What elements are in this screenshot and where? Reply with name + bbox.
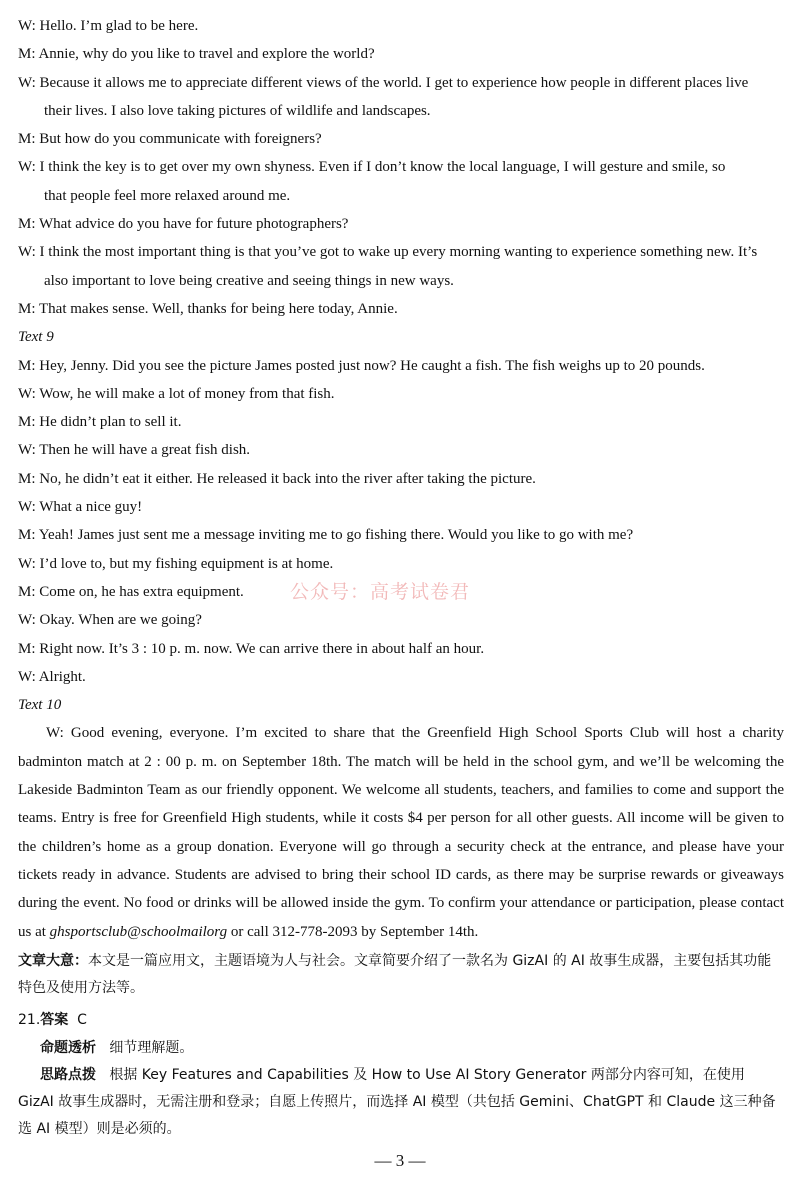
summary: [0, 948, 800, 1002]
dialogue-line: W: Alright.: [18, 668, 86, 685]
page-number: — 3 —: [374, 1151, 426, 1170]
speaker-label: W: [18, 555, 32, 572]
utterance-text: Come on, he has extra equipment.: [39, 583, 244, 600]
speaker-label: W: [18, 612, 32, 629]
section-label-text9: Text 9: [18, 329, 54, 346]
utterance-text: Okay. When are we going?: [39, 612, 202, 629]
tips-block: [0, 1062, 800, 1143]
dialogue-line: W: Okay. When are we going?: [18, 612, 202, 629]
utterance-text: Yeah! James just sent me a message inviting me to go fishing there. Would you like to go with me?: [38, 527, 634, 544]
dialogue-line: M: He didn’t plan to sell it.: [18, 414, 182, 431]
tips-label: 思路点拨: [40, 1067, 96, 1084]
utterance-text: He didn’t plan to sell it.: [39, 414, 182, 431]
utterance-text: No, he didn’t eat it either. He released it back into the river after taking the picture.: [39, 470, 536, 487]
analysis-text: 细节理解题。: [109, 1040, 194, 1057]
utterance-text: Hey, Jenny. Did you see the picture James posted just now? He caught a fish. The fish weighs up to 20 pounds.: [39, 357, 705, 374]
answer-line: [0, 1006, 800, 1034]
speaker-label: W: [18, 442, 32, 459]
tips-text: 根据 Key Features and Capabilities 及 How to Use AI Story Generator 两部分内容可知，在使用 GizAI 故事生成器时，无需注册和登录；自愿上传照片，而选择 AI 模型（共包括 Gemini、ChatGPT 和 Claude 这三种备选 AI 模型）则是必须的。: [18, 1067, 776, 1138]
dialogue-line: M: What advice do you have for future photographers?: [18, 216, 349, 233]
utterance-text: Alright.: [38, 668, 86, 685]
dialogue-line: W: Wow, he will make a lot of money from that fish.: [18, 385, 335, 402]
dialogue-line: W: Hello. I’m glad to be here.: [18, 18, 199, 34]
dialogue-line: M: But how do you communicate with foreigners?: [18, 131, 322, 148]
utterance-text: That makes sense. Well, thanks for being here today, Annie.: [39, 300, 398, 317]
speaker-label: W: [18, 18, 32, 34]
speaker-label: W: [18, 385, 32, 402]
utterance-text: also important to love being creative and seeing things in new ways.: [44, 272, 454, 289]
text10-tail: or call 312-778-2093 by September 14th.: [227, 923, 479, 940]
speaker-label: M: [18, 46, 32, 63]
summary-text: 本文是一篇应用文，主题语境为人与社会。文章简要介绍了一款名为 GizAI 的 AI 故事生成器，主要包括其功能特色及使用方法等。: [18, 952, 772, 996]
speaker-label: M: [18, 527, 32, 544]
summary-label: 文章大意：: [18, 952, 88, 969]
dialogue-line: W: Then he will have a great fish dish.: [18, 442, 251, 459]
utterance-text: What advice do you have for future photographers?: [39, 216, 349, 233]
speaker-label: M: [18, 640, 32, 657]
dialogue-line: M: Right now. It’s 3 : 10 p. m. now. We can arrive there in about half an hour.: [18, 640, 485, 657]
answer-number: 21.: [18, 1011, 41, 1028]
utterance-text: Then he will have a great fish dish.: [39, 442, 251, 459]
dialogue-line: W: I think the most important thing is that you’ve got to wake up every morning wanting to experience something new. It’s: [18, 244, 758, 261]
dialogue-line: [0, 182, 800, 210]
utterance-text: Annie, why do you like to travel and explore the world?: [38, 46, 375, 63]
watermark-text: 公众号：高考试卷君: [290, 581, 471, 603]
dialogue-line: [0, 267, 800, 295]
utterance-text: I think the key is to get over my own shyness. Even if I don’t know the local language, I will gesture and smile, so: [39, 159, 726, 176]
speaker-label: W: [18, 244, 32, 261]
utterance-text: What a nice guy!: [39, 499, 143, 516]
utterance-text: that people feel more relaxed around me.: [44, 187, 291, 204]
speaker-label: M: [18, 414, 32, 431]
speaker-label: M: [18, 583, 32, 600]
dialogue-line: M: No, he didn’t eat it either. He released it back into the river after taking the picture.: [18, 470, 536, 487]
analysis-line: [0, 1034, 800, 1062]
speaker-label: M: [18, 357, 32, 374]
speaker-label: W: [18, 668, 32, 685]
utterance-text: Hello. I’m glad to be here.: [39, 18, 199, 34]
speaker-label: W: [18, 159, 32, 176]
dialogue-line: M: Come on, he has extra equipment.: [18, 583, 244, 600]
speaker-label: M: [18, 470, 32, 487]
utterance-text: I think the most important thing is that you’ve got to wake up every morning wanting to experience something new. It’s: [39, 244, 758, 261]
dialogue-section-a: [0, 12, 800, 323]
speaker-label: M: [18, 300, 32, 317]
answer-value: C: [77, 1011, 87, 1028]
utterance-text: But how do you communicate with foreigners?: [39, 131, 322, 148]
utterance-text: Because it allows me to appreciate different views of the world. I get to experience how people in different places live: [39, 74, 749, 91]
section-label-text10: Text 10: [18, 697, 62, 714]
answer-label: 答案: [40, 1011, 69, 1028]
dialogue-line: W: I’d love to, but my fishing equipment is at home.: [18, 555, 334, 572]
dialogue-line: W: I think the key is to get over my own shyness. Even if I don’t know the local language, I will gesture and smile, so: [18, 159, 726, 176]
utterance-text: Wow, he will make a lot of money from that fish.: [39, 385, 335, 402]
text10-monologue: W: Good evening, everyone. I’m excited to share that the Greenfield High School Sports Club will host a charity badminton match at 2 : 00 p. m. on September 18th. The match will be held in the school gym, and we’ll be welcoming the Lakeside Badminton Team as our friendly opponent. We welcome all students, teachers, and families to come and support the teams. Entry is free for Greenfield High students, while it costs $4 per person for all other guests. All income will be given to the children’s home as a group donation. Everyone will go through a security check at the entrance, and please have your tickets ready in advance. Students are advised to bring their school ID cards, as there may be surprise rewards or giveaways during the event. No food or drinks will be allowed inside the gym. To confirm your attendance or participation, please contact us at ghsportsclub@schoolmailorg or call 312-778-2093 by September 14th.: [18, 725, 785, 940]
dialogue-line: M: That makes sense. Well, thanks for being here today, Annie.: [18, 300, 398, 317]
text10-email: ghsportsclub@schoolmailorg: [49, 923, 228, 940]
dialogue-line: M: Hey, Jenny. Did you see the picture James posted just now? He caught a fish. The fish weighs up to 20 pounds.: [18, 357, 705, 374]
text10-body: Good evening, everyone. I’m excited to share that the Greenfield High School Sports Club will host a charity badminton match at 2 : 00 p. m. on September 18th. The match will be held in the school gym, and we’ll be welcoming the Lakeside Badminton Team as our friendly opponent. We welcome all students, teachers, and families to come and support the teams. Entry is free for Greenfield High students, while it costs $4 per person for all other guests. All income will be given to the children’s home as a group donation. Everyone will go through a security check at the entrance, and please have your tickets ready in advance. Students are advised to bring their school ID cards, as there may be surprise rewards or giveaways during the event. No food or drinks will be allowed inside the gym. To confirm your attendance or participation, please contact us at: [18, 725, 785, 940]
text10-speaker: W: [46, 725, 60, 742]
utterance-text: Right now. It’s 3 : 10 p. m. now. We can arrive there in about half an hour.: [39, 640, 485, 657]
speaker-label: M: [18, 131, 32, 148]
speaker-label: W: [18, 499, 32, 516]
dialogue-line: M: Yeah! James just sent me a message inviting me to go fishing there. Would you like to go with me?: [18, 527, 634, 544]
utterance-text: I’d love to, but my fishing equipment is at home.: [39, 555, 334, 572]
dialogue-line: M: Annie, why do you like to travel and explore the world?: [18, 46, 375, 63]
utterance-text: their lives. I also love taking pictures of wildlife and landscapes.: [44, 102, 431, 119]
dialogue-line: W: What a nice guy!: [18, 499, 143, 516]
dialogue-section-text9: [0, 352, 800, 692]
analysis-label: 命题透析: [40, 1040, 96, 1057]
speaker-label: M: [18, 216, 32, 233]
dialogue-line: [0, 97, 800, 125]
speaker-label: W: [18, 74, 32, 91]
dialogue-line: W: Because it allows me to appreciate different views of the world. I get to experience how people in different places live: [18, 74, 749, 91]
